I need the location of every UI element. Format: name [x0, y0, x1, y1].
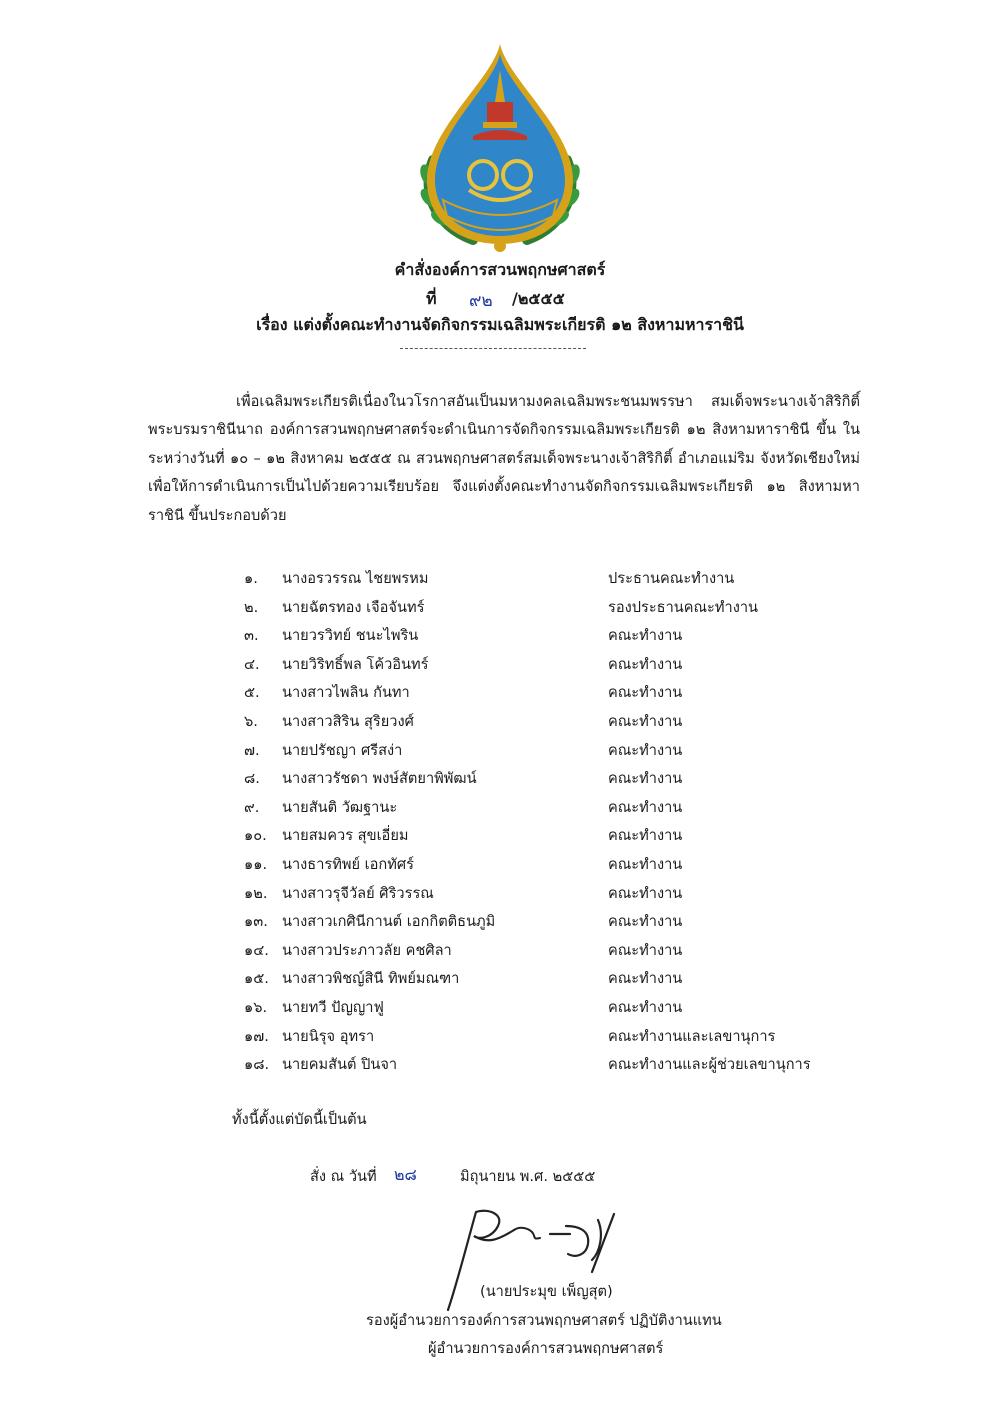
member-role: คณะทำงาน — [608, 998, 683, 1016]
list-item — [244, 994, 864, 1023]
list-item — [244, 765, 864, 794]
member-role: ประธานคณะทำงาน — [608, 570, 735, 587]
member-role: คณะทำงาน — [608, 884, 683, 902]
member-name: นางสาวพิชญ์สินี ทิพย์มณฑา — [282, 970, 460, 988]
member-number: ๘. — [244, 770, 260, 788]
list-item — [244, 794, 864, 823]
member-number: ๕. — [244, 684, 260, 702]
order-date-month-year: มิถุนายน พ.ศ. ๒๕๕๕ — [460, 1168, 596, 1185]
member-name: นายทวี ปัญญาฟู — [282, 998, 384, 1016]
list-item — [244, 622, 864, 651]
member-role: คณะทำงานและเลขานุการ — [608, 1027, 776, 1045]
order-number-year: /๒๕๕๕ — [512, 289, 565, 308]
member-role: คณะทำงาน — [608, 741, 683, 759]
member-number: ๑๗. — [244, 1027, 269, 1045]
member-number: ๖. — [244, 712, 258, 730]
header-divider — [400, 348, 586, 349]
member-number: ๗. — [244, 741, 260, 759]
member-role: คณะทำงาน — [608, 655, 683, 673]
member-name: นางสาวไพลิน กันทา — [282, 684, 410, 702]
signatory-name: (นายประมุข เพ็ญสุต) — [480, 1283, 613, 1300]
member-role: คณะทำงาน — [608, 798, 683, 816]
list-item — [244, 651, 864, 680]
member-number: ๑. — [244, 570, 258, 587]
member-number: ๑๖. — [244, 998, 268, 1016]
list-item — [244, 965, 864, 994]
member-role: คณะทำงาน — [608, 712, 683, 730]
member-name: นางสาวสิริน สุริยวงศ์ — [282, 712, 414, 730]
member-name: นายนิรุจ อุทรา — [282, 1027, 375, 1045]
list-item — [244, 708, 864, 737]
member-number: ๔. — [244, 655, 260, 673]
member-name: นางสาวรัชดา พงษ์สัตยาพิพัฒน์ — [282, 770, 477, 788]
member-role: คณะทำงาน — [608, 627, 683, 645]
order-number-value: ๙๒ — [469, 291, 493, 311]
member-number: ๑๑. — [244, 855, 268, 873]
member-name: นางธารทิพย์ เอกทัศร์ — [282, 855, 414, 873]
member-name: นายวรวิทย์ ชนะไพริน — [282, 627, 419, 645]
member-number: ๒. — [244, 598, 259, 616]
member-number: ๙. — [244, 798, 260, 816]
order-number-label: ที่ — [426, 289, 437, 308]
list-item — [244, 1051, 864, 1080]
member-name: นางสาวรุจีวัลย์ ศิริวรรณ — [282, 884, 434, 902]
member-role: คณะทำงาน — [608, 684, 683, 702]
member-number: ๑๓. — [244, 913, 268, 931]
member-name: นายปรัชญา ศรีสง่า — [282, 741, 403, 759]
member-name: นายสมควร สุขเอี่ยม — [282, 827, 409, 845]
document-subject: เรื่อง แต่งตั้งคณะทำงานจัดกิจกรรมเฉลิมพระเกียรติ ๑๒ สิงหามหาราชินี — [256, 315, 744, 334]
list-item — [244, 679, 864, 708]
list-item — [244, 937, 864, 966]
list-item — [244, 565, 864, 594]
list-item — [244, 880, 864, 909]
body-paragraph-text: เพื่อเฉลิมพระเกียรติเนื่องในวโรกาสอันเป็นมหามงคลเฉลิมพระชนมพรรษา สมเด็จพระนางเจ้าสิริกิติ์พระบรมราชินีนาถ องค์การสวนพฤกษศาสตร์จะดำเนินการจัดกิจกรรมเฉลิมพระเกียรติ ๑๒ สิงหามหาราชินี ขึ้น ในระหว่างวันที่ ๑๐ – ๑๒ สิงหาคม ๒๕๕๕ ณ สวนพฤกษศาสตร์สมเด็จพระนางเจ้าสิริกิติ์ อำเภอแม่ริม จังหวัดเชียงใหม่ เพื่อให้การดำเนินการเป็นไปด้วยความเรียบร้อย จึงแต่งตั้งคณะทำงานจัดกิจกรรมเฉลิมพระเกียรติ ๑๒ สิงหามหาราชินี ขึ้นประกอบด้วย — [148, 393, 860, 524]
member-role: คณะทำงาน — [608, 941, 683, 959]
member-role: คณะทำงาน — [608, 770, 683, 788]
member-role: รองประธานคณะทำงาน — [608, 598, 758, 616]
signatory-position-line2: ผู้อำนวยการองค์การสวนพฤกษศาสตร์ — [428, 1340, 664, 1357]
organization-emblem — [403, 40, 597, 254]
list-item — [244, 1023, 864, 1052]
member-role: คณะทำงาน — [608, 970, 683, 988]
member-number: ๑๐. — [244, 827, 267, 845]
signatory-position-line1: รองผู้อำนวยการองค์การสวนพฤกษศาสตร์ ปฏิบัติงานแทน — [366, 1312, 722, 1329]
member-name: นางอรวรรณ ไชยพรหม — [282, 570, 429, 587]
member-role: คณะทำงาน — [608, 913, 683, 931]
member-name: นางสาวเกศินีกานต์ เอกกิตติธนภูมิ — [282, 913, 496, 931]
member-name: นายคมสันต์ ปินจา — [282, 1056, 398, 1074]
body-paragraph — [148, 388, 860, 530]
order-date-day: ๒๘ — [394, 1165, 417, 1184]
list-item — [244, 594, 864, 623]
member-name: นางสาวประภาวลัย คชศิลา — [282, 941, 452, 959]
member-name: นายวิริทธิ์พล โค้วอินทร์ — [282, 655, 429, 673]
member-number: ๓. — [244, 627, 259, 645]
member-number: ๑๕. — [244, 970, 269, 988]
member-number: ๑๒. — [244, 884, 268, 902]
member-role: คณะทำงาน — [608, 827, 683, 845]
list-item — [244, 908, 864, 937]
member-role: คณะทำงานและผู้ช่วยเลขานุการ — [608, 1056, 811, 1074]
member-name: นายสันติ วัฒฐานะ — [282, 798, 398, 816]
document-title: คำสั่งองค์การสวนพฤกษศาสตร์ — [394, 260, 606, 279]
list-item — [244, 851, 864, 880]
closing-statement: ทั้งนี้ตั้งแต่บัดนี้เป็นต้น — [232, 1111, 367, 1128]
member-name: นายฉัตรทอง เจือจันทร์ — [282, 598, 425, 616]
member-number: ๑๘. — [244, 1056, 270, 1074]
member-role: คณะทำงาน — [608, 855, 683, 873]
member-list — [244, 565, 864, 1080]
list-item — [244, 737, 864, 766]
member-number: ๑๔. — [244, 941, 269, 959]
list-item — [244, 822, 864, 851]
order-date-prefix: สั่ง ณ วันที่ — [310, 1168, 377, 1185]
